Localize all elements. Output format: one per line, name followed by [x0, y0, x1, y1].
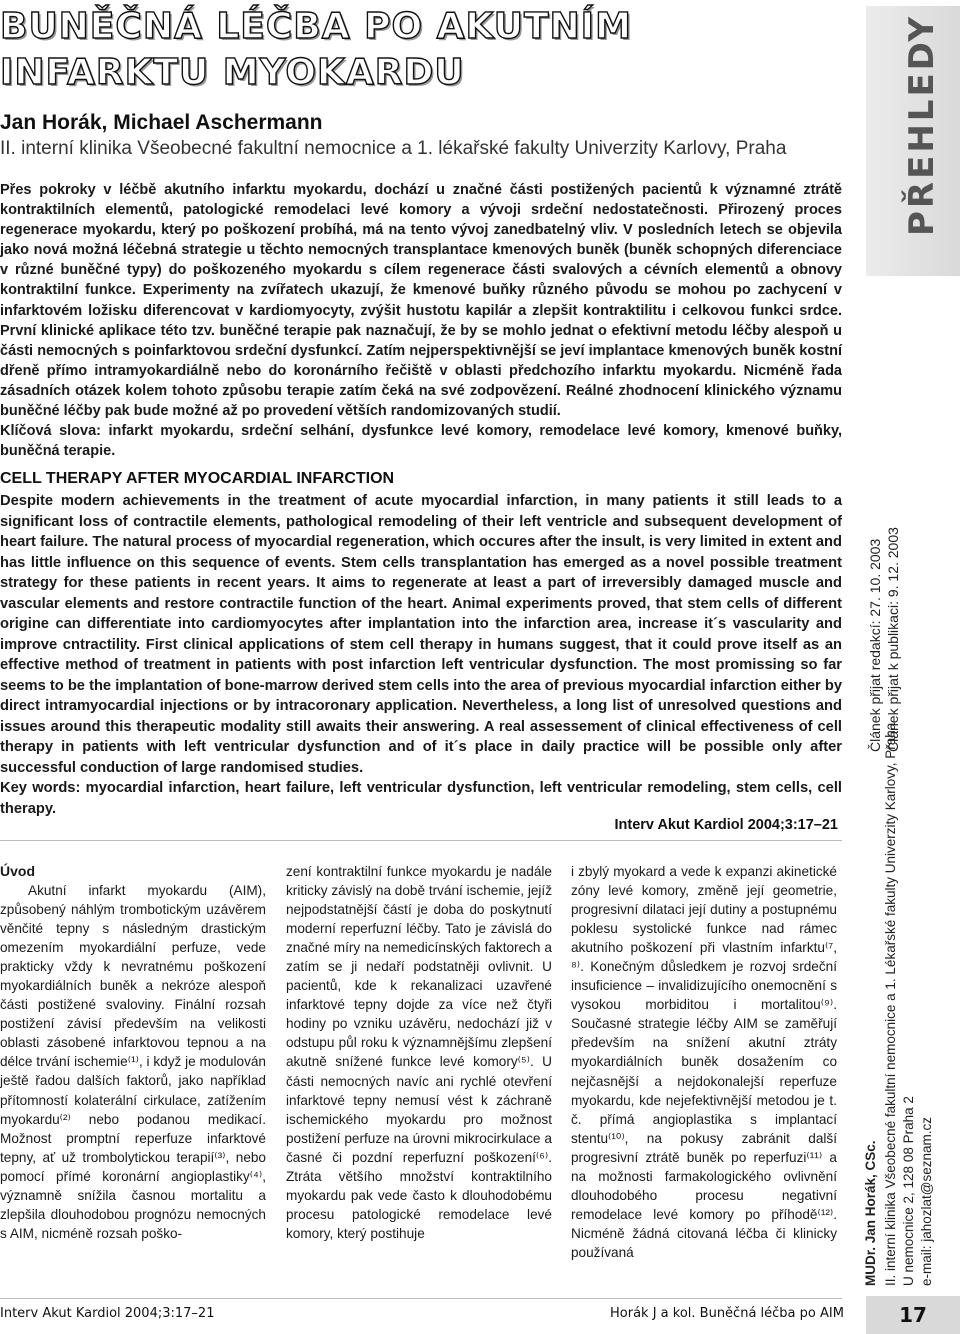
citation: Interv Akut Kardiol 2004;3:17–21 — [614, 817, 838, 833]
body-column-3 — [571, 862, 837, 1262]
column-text: Akutní infarkt myokardu (AIM), způsobený náhlým trombotickým uzávěrem věnčité tepny s následným drastickým omezením myokardiální perfuze, vede prakticky vždy k nevratnému poškození myokardiálních buněk a nekróze alespoň části postižené svaloviny. Finální rozsah postižení závisí především na velikosti oblasti zásobené infarktovou tepnou a na délce trvání ischemie⁽¹⁾, i když je modulován ještě řadou dalších faktorů, jako například přítomností kolaterální cirkulace, zatížením myokardu⁽²⁾ nebo podanou medikací. Možnost promptní reperfuze infarktové tepny, ať už trombolytickou terapií⁽³⁾, nebo pomocí přímé koronární angioplastiky⁽⁴⁾, významně snížila časnou mortalitu a zlepšila dlouhodobou prognózu nemocných s AIM, nicméně rozsah poško- — [0, 883, 266, 1241]
abstract-en — [0, 491, 842, 819]
affiliation: II. interní klinika Všeobecné fakultní nemocnice a 1. lékařské fakulty Univerzity Karlovy, Praha — [0, 138, 787, 159]
column-text: zení kontraktilní funkce myokardu je nadále kriticky závislý na době trvání ischemie, jejíž nejpodstatnější částí je doba do poskytnutí moderní reperfuzní léčby. Tato je závislá do značné míry na nemedicínských faktorech a zatím se ji nedaří podstatněji ovlivnit. U pacientů, kde k rekanalizaci uzavřené infarktové tepny dojde za více než čtyři hodiny po vzniku uzávěru, nedochází již v odstupu půl roku k významnějšímu zlepšení akutně snížené funkce levé komory⁽⁵⁾. U části nemocných navíc ani rychlé otevření infarktové tepny nemusí vést k záchraně ischemického myokardu pro možnost postižení perfuze na úrovni mikrocirkulace a časné či pozdní reperfuzní poškození⁽⁶⁾. Ztráta většího množství kontraktilního myokardu pak vede často k dlouhodobému procesu patologické remodelace levé komory, který postihuje — [286, 864, 552, 1241]
accepted-date: Článek přijat k publikaci: 9. 12. 2003 — [885, 527, 901, 752]
footer-divider — [0, 1298, 842, 1299]
authors: Jan Horák, Michael Aschermann — [0, 111, 323, 134]
body-column-2 — [286, 862, 552, 1243]
keywords-cz: Klíčová slova: infarkt myokardu, srdeční selhání, dysfunkce levé komory, remodelace levé komory, kmenové buňky, buněčná terapie. — [0, 423, 842, 460]
footer-citation: Interv Akut Kardiol 2004;3:17–21 — [0, 1306, 215, 1321]
contact-address: U nemocnice 2, 128 08 Praha 2 — [901, 1096, 916, 1286]
running-title: Horák J a kol. Buněčná léčba po AIM — [610, 1306, 844, 1321]
page-number: 17 — [866, 1296, 960, 1334]
contact-name: MUDr. Jan Horák, CSc. — [863, 1140, 878, 1286]
body-column-1 — [0, 862, 266, 1243]
english-title: CELL THERAPY AFTER MYOCARDIAL INFARCTION — [0, 470, 395, 487]
abstract-cz — [0, 180, 842, 461]
divider — [0, 840, 842, 841]
article-title: BUNĚČNÁ LÉČBA PO AKUTNÍM INFARKTU MYOKARDU — [0, 6, 632, 93]
contact-affiliation: II. interní klinika Všeobecné fakultní nemocnice a 1. Lékařské fakulty Univerzity Karlovy, Praha — [883, 722, 898, 1286]
section-heading: Úvod — [0, 863, 35, 879]
abstract-cz-text: Přes pokroky v léčbě akutního infarktu myokardu, dochází u značné části postižených pacientů k významné ztrátě kontraktilních elementů, patologické remodelaci levé komory a vývoji srdeční nedostatečnosti. Přirozený proces regenerace myokardu, který po poškození probíhá, má na tento vývoj zanedbatelný vliv. V posledních letech se objevila jako nová možná léčebná strategie u těchto nemocných transplantace kmenových buněk (buněk schopných diferenciace v různé buněčné typy) do poškozeného myokardu s cílem regenerace části svalových a cévních elementů a obnovy kontraktilní funkce. Experimenty na zvířatech ukazují, že kmenové buňky různého původu se mohou po zachycení v infarktovém ložisku diferencovat v kardiomyocyty, zvýšit hustotu kapilár a zlepšit kontraktilitu i celkovou funkci srdce. První klinické aplikace této tzv. buněčné terapie pak naznačují, že by se mohlo jednat o efektivní metodu léčby alespoň u části nemocných s poinfarktovou srdeční dysfunkcí. Zatím nejperspektivnější se jeví implantace kmenových buněk kostní dřeně přímo intramyokardiálně nebo do koronárního řečiště v oblasti předchozího infarktu myokardu. Nicméně řada zásadních otázek kolem tohoto způsobu terapie zatím čeká na své zodpovězení. Reálné zhodnocení klinického významu buněčné léčby pak bude možné až po provedení větších randomizovaných studií. — [0, 182, 842, 420]
keywords-en: Key words: myocardial infarction, heart failure, left ventricular dysfunction, left ventricular remodeling, stem cells, cell therapy. — [0, 780, 842, 817]
column-text: i zbylý myokard a vede k expanzi akinetické zóny levé komory, změně její geometrie, progresivní dilataci její dutiny a postupnému poklesu systolické funkce nad rámec akutního poškození při vlastním infarktu⁽⁷, ⁸⁾. Konečným důsledkem je rozvoj srdeční insuficience – invalidizujícího onemocnění s vysokou morbiditou i mortalitou⁽⁹⁾. Současné strategie léčby AIM se zaměřují především na snížení akutní ztráty myokardiálních buněk dosažením co nejčasnější a nejdokonalejší reperfuze myokardu, kde nejefektivnější metodou je t. č. přímá angioplastika s implantací stentu⁽¹⁰⁾, na pokusy zabránit další progresivní ztrátě buněk po reperfuzi⁽¹¹⁾ a na možnosti farmakologického ovlivnění dlouhodobého procesu negativní remodelace levé komory po příhodě⁽¹²⁾. Nicméně žádná citovaná léčba či klinicky používaná — [571, 864, 837, 1260]
section-label: PŘEHLEDY — [902, 13, 942, 236]
received-date: Článek přijat redakcí: 27. 10. 2003 — [867, 538, 883, 752]
abstract-en-text: Despite modern achievements in the treatment of acute myocardial infarction, in many patients it still leads to a significant loss of contractile elements, pathological remodeling of their left ventricle and subsequent development of heart failure. The natural process of myocardial regeneration, which occures after the insult, is very limited in extent and has little influence on this sequence of events. Stem cells transplantation has emerged as a novel possible treatment strategy for these patients in recent years. It aims to regenerate at least a part of irreversibly damaged muscle and vascular elements and restore contractile function of the heart. Animal experiments proved, that stem cells of different origine can differentiate into cardiomyocytes after implantation into the infarction area, increase it´s vascularity and improve cntractility. First clinical applications of stem cell therapy in humans suggest, that it could prove itself as an effective method of treatment in patients with post infarction left ventricular dysfunction. The most promissing so far seems to be the implantation of bone-marrow derived stem cells into the area of previous myocardial infarction either by direct intramyocardial injections or by intracoronary application. Nevertheless, a long list of unresolved questions and issues around this therapeutic modality still awaits their answering. A real assessement of clinical effectiveness of cell therapy in patients with left ventricular dysfunction and of it´s place in daily practice will be possible only after successful conduction of large randomised studies. — [0, 493, 842, 776]
contact-email: e-mail: jahozlat@seznam.cz — [919, 1116, 934, 1286]
